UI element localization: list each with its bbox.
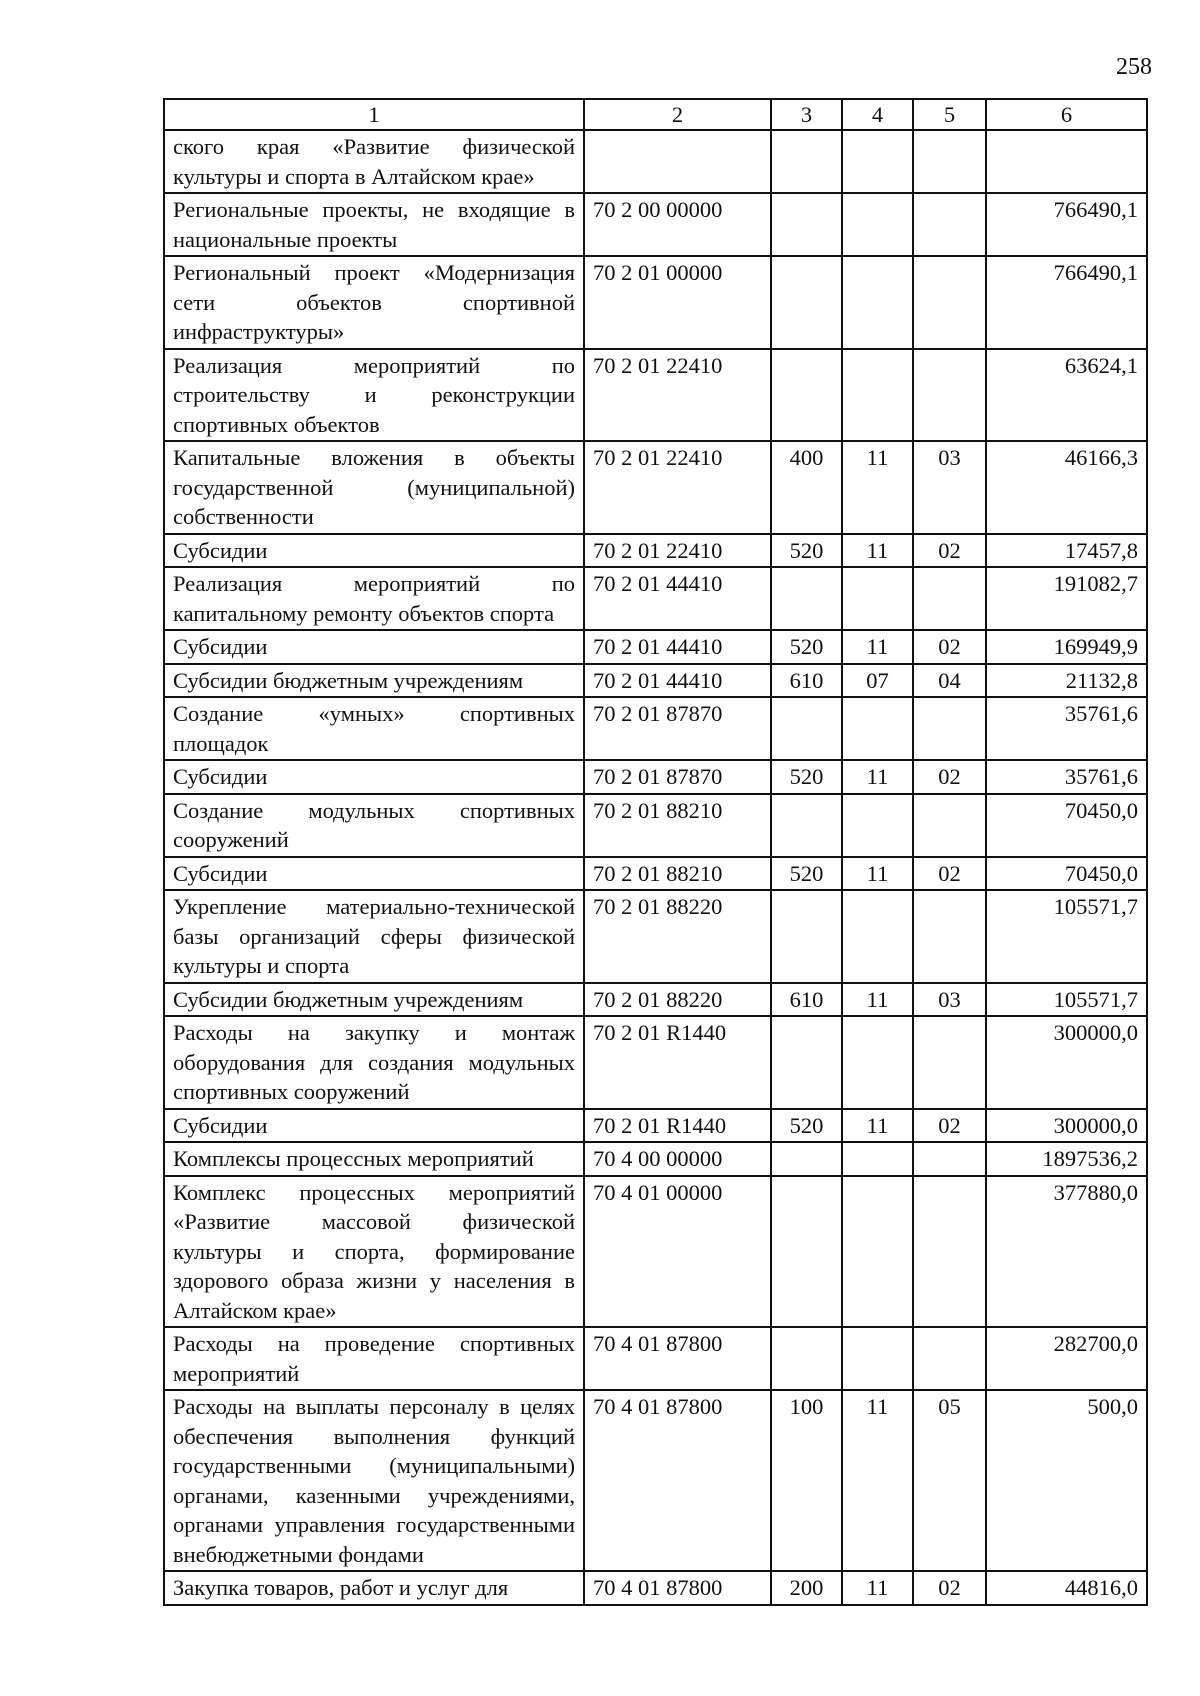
row-target-code: 70 2 01 R1440 — [584, 1109, 771, 1143]
header-col-3: 3 — [771, 99, 842, 130]
row-expense-type — [771, 130, 842, 193]
row-section: 11 — [842, 1109, 913, 1143]
row-subsection — [913, 1176, 986, 1328]
row-name: Субсидии бюджетным учреждениям — [164, 664, 584, 698]
table-row — [164, 630, 1147, 664]
row-section: 11 — [842, 1571, 913, 1605]
row-name: Комплексы процессных мероприятий — [164, 1142, 584, 1176]
row-name: Субсидии — [164, 1109, 584, 1143]
table-row — [164, 983, 1147, 1017]
table-row — [164, 193, 1147, 256]
row-target-code — [584, 130, 771, 193]
row-subsection: 02 — [913, 1109, 986, 1143]
row-target-code: 70 4 01 87800 — [584, 1571, 771, 1605]
budget-table — [163, 98, 1148, 1606]
row-subsection: 02 — [913, 857, 986, 891]
row-name: Субсидии — [164, 534, 584, 568]
row-subsection — [913, 1016, 986, 1109]
row-subsection — [913, 1327, 986, 1390]
row-expense-type — [771, 567, 842, 630]
header-col-5: 5 — [913, 99, 986, 130]
row-target-code: 70 4 01 87800 — [584, 1390, 771, 1571]
row-expense-type: 520 — [771, 630, 842, 664]
row-name: Капитальные вложения в объекты государственной (муниципальной) собственности — [164, 441, 584, 534]
row-section — [842, 130, 913, 193]
row-subsection — [913, 1142, 986, 1176]
row-amount: 105571,7 — [986, 890, 1147, 983]
row-name: Создание «умных» спортивных площадок — [164, 697, 584, 760]
row-expense-type: 400 — [771, 441, 842, 534]
row-expense-type: 610 — [771, 664, 842, 698]
row-subsection — [913, 193, 986, 256]
row-section: 11 — [842, 857, 913, 891]
row-name: Региональные проекты, не входящие в национальные проекты — [164, 193, 584, 256]
row-name: Субсидии — [164, 857, 584, 891]
table-row — [164, 1176, 1147, 1328]
row-target-code: 70 2 01 22410 — [584, 441, 771, 534]
row-target-code: 70 2 01 R1440 — [584, 1016, 771, 1109]
row-target-code: 70 2 01 87870 — [584, 760, 771, 794]
row-amount: 63624,1 — [986, 349, 1147, 442]
table-row — [164, 857, 1147, 891]
row-amount: 766490,1 — [986, 256, 1147, 349]
row-target-code: 70 2 01 22410 — [584, 349, 771, 442]
row-section: 11 — [842, 983, 913, 1017]
row-target-code: 70 2 01 88210 — [584, 857, 771, 891]
row-name: Укрепление материально-технической базы организаций сферы физической культуры и спорта — [164, 890, 584, 983]
page-number: 258 — [1116, 54, 1152, 80]
row-expense-type: 520 — [771, 857, 842, 891]
row-section — [842, 794, 913, 857]
row-expense-type — [771, 1176, 842, 1328]
row-subsection — [913, 567, 986, 630]
row-amount: 70450,0 — [986, 794, 1147, 857]
row-section — [842, 256, 913, 349]
table-row — [164, 1142, 1147, 1176]
row-amount: 300000,0 — [986, 1016, 1147, 1109]
row-target-code: 70 2 01 87870 — [584, 697, 771, 760]
row-expense-type — [771, 794, 842, 857]
row-subsection: 02 — [913, 534, 986, 568]
row-expense-type — [771, 193, 842, 256]
row-section: 11 — [842, 630, 913, 664]
row-section — [842, 1142, 913, 1176]
row-amount: 21132,8 — [986, 664, 1147, 698]
row-target-code: 70 2 00 00000 — [584, 193, 771, 256]
row-subsection: 02 — [913, 1571, 986, 1605]
header-col-4: 4 — [842, 99, 913, 130]
row-expense-type — [771, 890, 842, 983]
row-section — [842, 193, 913, 256]
row-amount: 169949,9 — [986, 630, 1147, 664]
row-name: Субсидии — [164, 630, 584, 664]
row-subsection — [913, 349, 986, 442]
row-expense-type — [771, 1142, 842, 1176]
row-expense-type — [771, 1016, 842, 1109]
row-amount: 35761,6 — [986, 697, 1147, 760]
row-expense-type: 610 — [771, 983, 842, 1017]
row-name: Расходы на выплаты персоналу в целях обеспечения выполнения функций государственными (муниципальными) органами, казенными учреждениями, органами управления государственными внебюджетными фондами — [164, 1390, 584, 1571]
row-expense-type: 100 — [771, 1390, 842, 1571]
row-expense-type — [771, 349, 842, 442]
row-target-code: 70 2 01 44410 — [584, 630, 771, 664]
table-row — [164, 349, 1147, 442]
row-target-code: 70 4 00 00000 — [584, 1142, 771, 1176]
table-row — [164, 441, 1147, 534]
row-target-code: 70 4 01 87800 — [584, 1327, 771, 1390]
row-subsection: 02 — [913, 630, 986, 664]
row-target-code: 70 2 01 88220 — [584, 983, 771, 1017]
row-expense-type — [771, 256, 842, 349]
row-amount: 377880,0 — [986, 1176, 1147, 1328]
row-name: Реализация мероприятий по строительству и реконструкции спортивных объектов — [164, 349, 584, 442]
row-subsection — [913, 130, 986, 193]
row-section: 11 — [842, 1390, 913, 1571]
row-target-code: 70 4 01 00000 — [584, 1176, 771, 1328]
table-row — [164, 1571, 1147, 1605]
table-row — [164, 760, 1147, 794]
row-amount: 17457,8 — [986, 534, 1147, 568]
row-name: Реализация мероприятий по капитальному ремонту объектов спорта — [164, 567, 584, 630]
row-amount: 1897536,2 — [986, 1142, 1147, 1176]
table-row — [164, 1109, 1147, 1143]
table-row — [164, 890, 1147, 983]
row-amount: 500,0 — [986, 1390, 1147, 1571]
row-amount: 766490,1 — [986, 193, 1147, 256]
table-row — [164, 534, 1147, 568]
table-row — [164, 794, 1147, 857]
row-amount — [986, 130, 1147, 193]
row-section: 11 — [842, 534, 913, 568]
row-section — [842, 1327, 913, 1390]
row-expense-type: 520 — [771, 1109, 842, 1143]
row-amount: 282700,0 — [986, 1327, 1147, 1390]
row-subsection — [913, 794, 986, 857]
table-row — [164, 256, 1147, 349]
row-amount: 35761,6 — [986, 760, 1147, 794]
row-section: 11 — [842, 760, 913, 794]
row-name: ского края «Развитие физической культуры и спорта в Алтайском крае» — [164, 130, 584, 193]
header-row — [164, 99, 1147, 130]
row-subsection: 05 — [913, 1390, 986, 1571]
row-name: Расходы на закупку и монтаж оборудования для создания модульных спортивных сооружений — [164, 1016, 584, 1109]
row-name: Субсидии — [164, 760, 584, 794]
row-expense-type: 520 — [771, 760, 842, 794]
header-col-2: 2 — [584, 99, 771, 130]
row-target-code: 70 2 01 88220 — [584, 890, 771, 983]
row-section — [842, 1016, 913, 1109]
table-row — [164, 1390, 1147, 1571]
row-section — [842, 567, 913, 630]
row-name: Создание модульных спортивных сооружений — [164, 794, 584, 857]
row-amount: 105571,7 — [986, 983, 1147, 1017]
header-col-6: 6 — [986, 99, 1147, 130]
table-row — [164, 664, 1147, 698]
table-row — [164, 697, 1147, 760]
row-expense-type: 200 — [771, 1571, 842, 1605]
table-row — [164, 567, 1147, 630]
table-row — [164, 130, 1147, 193]
row-name: Субсидии бюджетным учреждениям — [164, 983, 584, 1017]
row-subsection: 03 — [913, 441, 986, 534]
header-col-1: 1 — [164, 99, 584, 130]
row-section: 07 — [842, 664, 913, 698]
row-subsection: 02 — [913, 760, 986, 794]
row-target-code: 70 2 01 22410 — [584, 534, 771, 568]
row-name: Комплекс процессных мероприятий «Развитие массовой физической культуры и спорта, формирование здорового образа жизни у населения в Алтайском крае» — [164, 1176, 584, 1328]
row-subsection — [913, 697, 986, 760]
row-section: 11 — [842, 441, 913, 534]
table-row — [164, 1327, 1147, 1390]
row-expense-type — [771, 697, 842, 760]
table-row — [164, 1016, 1147, 1109]
row-amount: 300000,0 — [986, 1109, 1147, 1143]
row-target-code: 70 2 01 44410 — [584, 664, 771, 698]
row-section — [842, 1176, 913, 1328]
row-name: Закупка товаров, работ и услуг для — [164, 1571, 584, 1605]
row-section — [842, 890, 913, 983]
row-subsection — [913, 890, 986, 983]
row-target-code: 70 2 01 88210 — [584, 794, 771, 857]
row-name: Региональный проект «Модернизация сети объектов спортивной инфраструктуры» — [164, 256, 584, 349]
row-amount: 70450,0 — [986, 857, 1147, 891]
row-section — [842, 697, 913, 760]
row-subsection: 03 — [913, 983, 986, 1017]
row-target-code: 70 2 01 00000 — [584, 256, 771, 349]
row-expense-type: 520 — [771, 534, 842, 568]
row-name: Расходы на проведение спортивных мероприятий — [164, 1327, 584, 1390]
row-amount: 191082,7 — [986, 567, 1147, 630]
row-subsection: 04 — [913, 664, 986, 698]
row-expense-type — [771, 1327, 842, 1390]
row-amount: 44816,0 — [986, 1571, 1147, 1605]
row-subsection — [913, 256, 986, 349]
row-amount: 46166,3 — [986, 441, 1147, 534]
row-section — [842, 349, 913, 442]
row-target-code: 70 2 01 44410 — [584, 567, 771, 630]
